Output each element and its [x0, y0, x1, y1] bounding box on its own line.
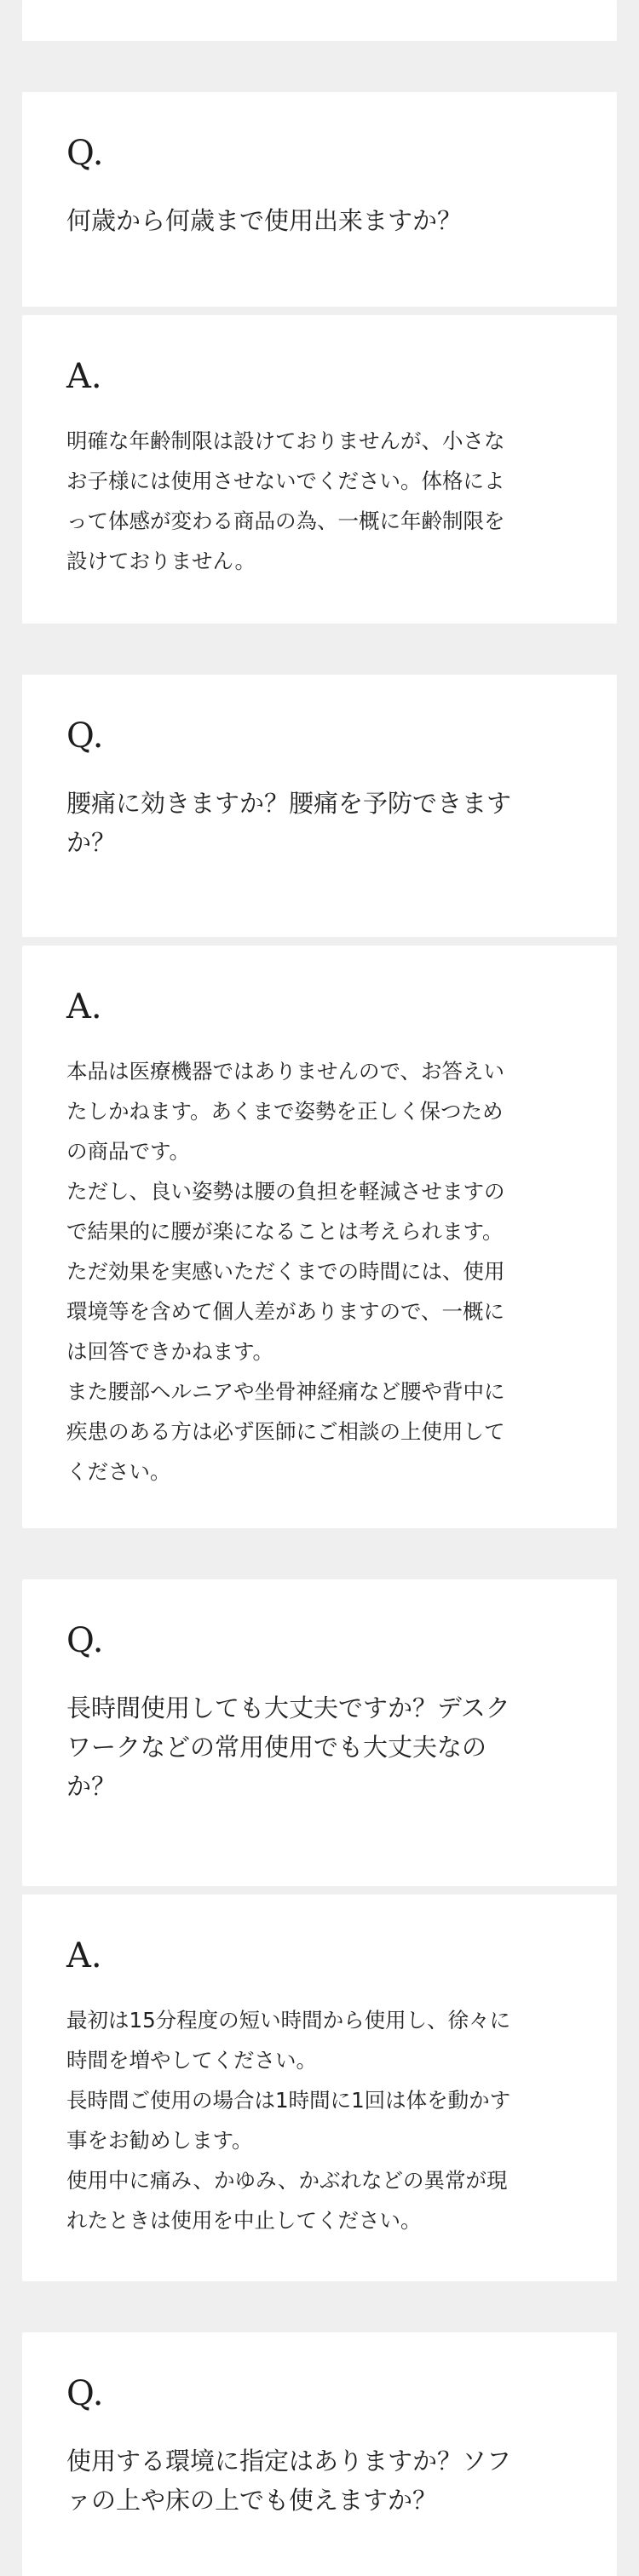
question-marker: Q.	[66, 716, 104, 756]
answer-text: 最初は15分程度の短い時間から使用し、徐々に 時間を増やしてください。 長時間ご使用の場合は1時間に1回は体を動かす 事をお勧めします。 使用中に痛み、かゆみ、かぶれなどの異常が現 れたときは使用を中止してください。	[66, 2008, 511, 2233]
question-text: 腰痛に効きますか？腰痛を予防できます か？	[66, 789, 512, 857]
answer-card	[22, 315, 617, 624]
answer-text: 明確な年齢制限は設けておりませんが、小さな お子様には使用させないでください。体格によ って体感が変わる商品の為、一概に年齢制限を 設けておりません。	[66, 428, 505, 573]
answer-marker: A.	[66, 357, 102, 396]
answer-card	[22, 1895, 617, 2281]
answer-marker: A.	[66, 1936, 102, 1975]
question-marker: Q.	[66, 2374, 104, 2413]
question-card	[22, 675, 617, 937]
answer-text: 本品は医療機器ではありませんので、お答えい たしかねます。あくまで姿勢を正しく保つため の商品です。 ただし、良い姿勢は腰の負担を軽減させますの で結果的に腰が楽になることは考えられます。 ただ効果を実感いただくまでの時間には、使用 環境等を含めて個人差がありますので、一概に は回答できかねます。 また腰部ヘルニアや坐骨神経痛など腰や背中に 疾患のある方は必ず医師にご相談の上使用して ください。	[66, 1059, 505, 1484]
answer-card	[22, 946, 617, 1528]
question-text: 使用する環境に指定はありますか？ソフ ァの上や床の上でも使えますか？	[66, 2447, 512, 2515]
question-card	[22, 2332, 617, 2576]
previous-answer-card-partial	[22, 0, 617, 41]
question-text: 何歳から何歳まで使用出来ますか？	[66, 206, 463, 235]
question-marker: Q.	[66, 1621, 104, 1660]
question-card	[22, 92, 617, 307]
answer-marker: A.	[66, 987, 102, 1026]
question-card	[22, 1579, 617, 1886]
question-marker: Q.	[66, 134, 104, 173]
question-text: 長時間使用しても大丈夫ですか？デスク ワークなどの常用使用でも大丈夫なの か？	[66, 1693, 510, 1801]
